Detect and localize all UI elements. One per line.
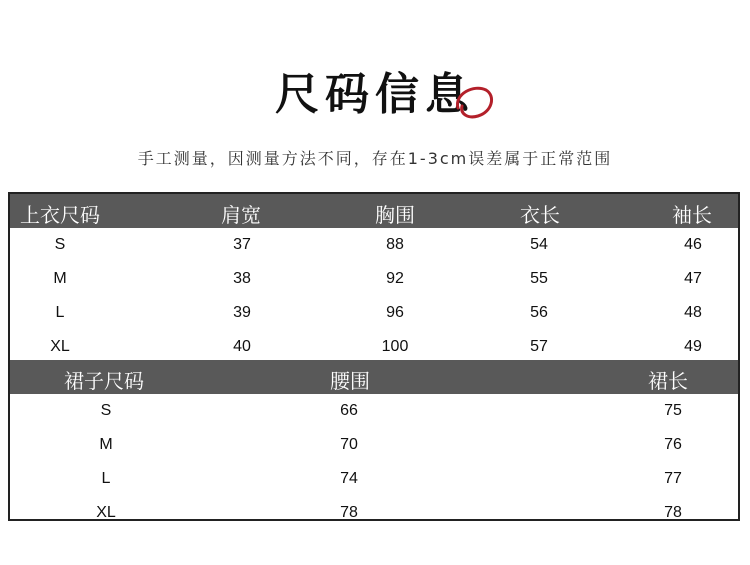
- waist-cell: 70: [340, 436, 358, 453]
- header-top-size: 上衣尺码: [20, 203, 100, 227]
- header-sleeve: 袖长: [672, 203, 712, 227]
- header-skirt-length: 裙长: [648, 369, 688, 393]
- header-waist: 腰围: [330, 369, 370, 393]
- length-cell: 57: [530, 338, 548, 355]
- header-skirt-size: 裙子尺码: [64, 369, 144, 393]
- size-cell: L: [101, 470, 111, 487]
- chest-cell: 96: [386, 304, 404, 321]
- chest-cell: 100: [381, 338, 409, 355]
- skirt-table-header: [10, 360, 738, 394]
- shoulder-cell: 39: [233, 304, 251, 321]
- size-cell: S: [100, 402, 112, 419]
- waist-cell: 66: [340, 402, 358, 419]
- sleeve-cell: 47: [684, 270, 702, 287]
- table-row: [10, 262, 738, 296]
- length-cell: 55: [530, 270, 548, 287]
- table-row: [10, 330, 738, 364]
- page-title: 尺码信息: [275, 69, 475, 120]
- top-table-header: [10, 194, 738, 228]
- header-length: 衣长: [520, 203, 560, 227]
- chest-cell: 88: [386, 236, 404, 253]
- skirt-length-cell: 76: [664, 436, 682, 453]
- shoulder-cell: 38: [233, 270, 251, 287]
- skirt-length-cell: 77: [664, 470, 682, 487]
- shoulder-cell: 37: [233, 236, 251, 253]
- ink-circle-icon: [452, 82, 496, 122]
- skirt-length-cell: 78: [664, 504, 682, 521]
- table-row: [10, 462, 738, 496]
- size-cell: M: [99, 436, 113, 453]
- table-row: [10, 428, 738, 462]
- table-row: [10, 296, 738, 330]
- size-cell: XL: [50, 338, 70, 355]
- sleeve-cell: 46: [684, 236, 702, 253]
- length-cell: 56: [530, 304, 548, 321]
- size-table: [8, 192, 740, 521]
- header-shoulder: 肩宽: [221, 203, 261, 227]
- measurement-note: 手工测量，因测量方法不同，存在1-3cm误差属于正常范围: [137, 149, 613, 168]
- size-cell: XL: [96, 504, 116, 521]
- length-cell: 54: [530, 236, 548, 253]
- sleeve-cell: 48: [684, 304, 702, 321]
- sleeve-cell: 49: [684, 338, 702, 355]
- waist-cell: 74: [340, 470, 358, 487]
- table-row: [10, 496, 738, 530]
- skirt-length-cell: 75: [664, 402, 682, 419]
- shoulder-cell: 40: [233, 338, 251, 355]
- table-row: [10, 394, 738, 428]
- size-cell: L: [55, 304, 65, 321]
- table-row: [10, 228, 738, 262]
- chest-cell: 92: [386, 270, 404, 287]
- header-chest: 胸围: [375, 203, 415, 227]
- size-cell: S: [54, 236, 66, 253]
- size-cell: M: [53, 270, 67, 287]
- waist-cell: 78: [340, 504, 358, 521]
